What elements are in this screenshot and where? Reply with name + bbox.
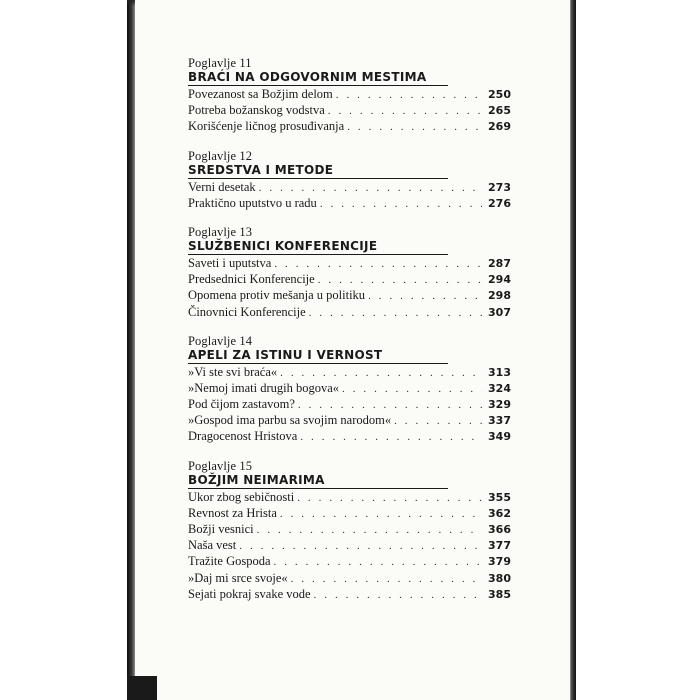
entry-title: Ukor zbog sebičnosti — [188, 489, 295, 504]
toc-entry[interactable] — [188, 553, 511, 569]
page-number: 265 — [488, 104, 511, 118]
page-number: 377 — [488, 539, 511, 553]
toc-entry[interactable] — [188, 505, 511, 521]
entry-title: Verni desetak — [188, 179, 256, 194]
page-number: 366 — [488, 523, 511, 536]
page-number: 379 — [488, 555, 511, 569]
entry-title: Naša vest — [188, 538, 237, 553]
entry-title: »Gospod ima parbu sa svojim narodom« — [188, 413, 392, 428]
page-number: 355 — [488, 490, 511, 504]
table-of-contents — [188, 56, 511, 602]
toc-entry[interactable] — [188, 179, 511, 195]
dot-leader — [336, 87, 482, 103]
entry-title: Pod čijom zastavom? — [188, 397, 295, 412]
entry-title: »Vi ste svi braća« — [188, 364, 278, 379]
dot-leader — [347, 119, 482, 135]
entry-title: Saveti i uputstva — [188, 255, 272, 270]
dot-leader — [257, 522, 482, 538]
dot-leader — [342, 381, 482, 397]
dot-leader — [280, 506, 482, 522]
entry-title: Sejati pokraj svake vode — [188, 586, 311, 601]
toc-entry[interactable] — [188, 195, 511, 211]
toc-entry[interactable] — [188, 570, 511, 586]
chapter-11 — [188, 56, 511, 135]
chapter-title: BRAĆI NA ODGOVORNIM MESTIMA — [188, 70, 448, 86]
chapter-title: APELI ZA ISTINU I VERNOST — [188, 348, 448, 364]
entry-title: Predsednici Konferencije — [188, 272, 315, 287]
toc-entry[interactable] — [188, 118, 511, 134]
toc-entry[interactable] — [188, 396, 511, 412]
page-number: 287 — [488, 256, 511, 270]
dot-leader — [274, 256, 482, 272]
toc-entry[interactable] — [188, 412, 511, 428]
entry-title: Potreba božanskog vodstva — [188, 103, 325, 118]
entry-title: »Daj mi srce svoje« — [188, 570, 288, 585]
page-number: 362 — [488, 506, 511, 520]
page-number: 313 — [488, 365, 511, 379]
page-number: 329 — [488, 398, 511, 412]
scan-left-edge — [127, 0, 135, 700]
dot-leader — [274, 554, 482, 570]
entry-title: Božji vesnici — [188, 522, 254, 536]
toc-entry[interactable] — [188, 271, 511, 287]
entry-title: Korišćenje ličnog prosuđivanja — [188, 119, 345, 134]
dot-leader — [320, 196, 482, 212]
dot-leader — [297, 490, 482, 506]
dot-leader — [239, 538, 482, 554]
page-number: 294 — [488, 273, 511, 287]
chapter-label: Poglavlje 11 — [188, 56, 252, 70]
chapter-label: Poglavlje 13 — [188, 224, 253, 239]
chapter-12 — [188, 149, 511, 211]
chapter-13 — [188, 225, 511, 320]
dot-leader — [280, 365, 482, 381]
page-number: 349 — [488, 430, 511, 444]
chapter-14 — [188, 334, 511, 445]
chapter-title: SLUŽBENICI KONFERENCIJE — [188, 239, 448, 255]
page-number: 250 — [488, 88, 511, 101]
page-number: 337 — [488, 414, 511, 428]
scan-bottom-corner — [127, 676, 157, 700]
toc-entry[interactable] — [188, 380, 511, 396]
entry-title: Dragocenost Hristova — [188, 429, 298, 444]
toc-entry[interactable] — [188, 428, 511, 444]
dot-leader — [300, 429, 482, 445]
toc-entry[interactable] — [188, 537, 511, 553]
page-number: 269 — [488, 120, 511, 134]
dot-leader — [309, 305, 482, 321]
page-number: 276 — [488, 196, 511, 210]
toc-entry[interactable] — [188, 102, 511, 118]
page-number: 324 — [488, 381, 511, 395]
chapter-title: BOŽJIM NEIMARIMA — [188, 473, 448, 489]
dot-leader — [298, 397, 482, 413]
toc-entry[interactable] — [188, 586, 511, 602]
toc-entry[interactable] — [188, 364, 511, 380]
dot-leader — [328, 103, 482, 119]
chapter-label: Poglavlje 12 — [188, 148, 253, 163]
page-number: 298 — [488, 289, 511, 303]
entry-title: Činovnici Konferencije — [188, 304, 306, 319]
toc-entry[interactable] — [188, 304, 511, 320]
chapter-title: SREDSTVA I METODE — [188, 163, 448, 179]
dot-leader — [394, 413, 482, 429]
page-number: 307 — [488, 305, 511, 319]
chapter-label: Poglavlje 15 — [188, 458, 253, 473]
entry-title: Tražite Gospoda — [188, 554, 271, 569]
entry-title: Povezanost sa Božjim delom — [188, 87, 333, 101]
chapter-label: Poglavlje 14 — [188, 333, 253, 348]
dot-leader — [318, 272, 482, 288]
toc-entry[interactable] — [188, 287, 511, 303]
entry-title: Revnost za Hrista — [188, 505, 277, 520]
entry-title: Praktično uputstvo u radu — [188, 195, 317, 210]
toc-entry[interactable] — [188, 521, 511, 537]
entry-title: Opomena protiv mešanja u politiku — [188, 288, 366, 303]
chapter-15 — [188, 459, 511, 602]
dot-leader — [291, 571, 482, 587]
dot-leader — [368, 288, 482, 304]
dot-leader — [259, 180, 482, 196]
page-number: 380 — [488, 571, 511, 585]
scan-right-edge — [570, 0, 576, 700]
dot-leader — [314, 587, 482, 603]
toc-entry[interactable] — [188, 489, 511, 505]
page-number: 385 — [488, 587, 511, 601]
entry-title: »Nemoj imati drugih bogova« — [188, 380, 340, 395]
page-number: 273 — [488, 180, 511, 194]
toc-entry[interactable] — [188, 86, 511, 102]
toc-entry[interactable] — [188, 255, 511, 271]
